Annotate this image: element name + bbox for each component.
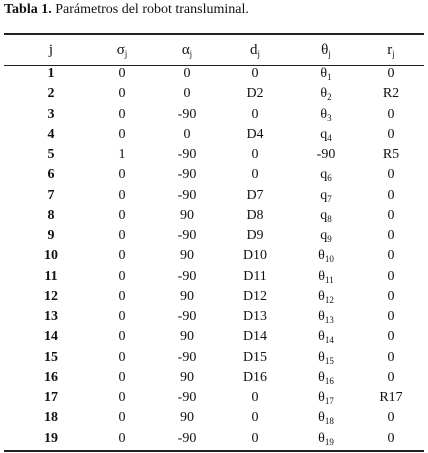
cell-alpha: 90: [180, 410, 194, 426]
table-row: [4, 388, 424, 408]
cell-theta: -90: [316, 147, 336, 162]
cell-theta: $\theta_{11}$: [318, 268, 334, 285]
table-row: [4, 84, 424, 104]
table-row: [4, 145, 424, 165]
table-row: [4, 368, 424, 388]
table-row: [4, 64, 424, 84]
header-j: j: [48, 42, 54, 58]
cell-r: R5: [382, 147, 400, 162]
cell-d: D9: [246, 228, 264, 243]
table-row: [4, 429, 424, 449]
cell-alpha: -90: [177, 430, 197, 446]
table-bottom-rule: [4, 450, 424, 452]
cell-theta: $\theta_{13}$: [318, 309, 334, 325]
cell-sigma: 0: [118, 187, 126, 203]
cell-sigma: 0: [118, 207, 126, 223]
cell-d: 0: [251, 167, 259, 183]
cell-alpha: -90: [177, 268, 197, 284]
cell-sigma: 0: [118, 369, 126, 385]
cell-sigma: 1: [118, 147, 126, 162]
cell-theta: $\theta_{10}$: [318, 248, 334, 265]
cell-sigma: 0: [118, 430, 126, 446]
cell-j: 9: [47, 228, 55, 243]
cell-sigma: 0: [118, 106, 126, 122]
cell-d: D7: [246, 187, 264, 203]
cell-d: 0: [251, 410, 259, 426]
cell-j: 19: [44, 430, 58, 446]
cell-sigma: 0: [118, 248, 126, 264]
cell-r: 0: [387, 66, 395, 81]
cell-j: 16: [44, 369, 58, 385]
cell-theta: $\theta_1$: [320, 66, 332, 82]
table-row: [4, 105, 424, 125]
table-row: [4, 186, 424, 206]
cell-alpha: 0: [183, 126, 191, 142]
cell-theta: $\theta_{14}$: [318, 329, 334, 346]
cell-j: 10: [44, 248, 58, 264]
cell-alpha: -90: [177, 390, 197, 405]
table-row: [4, 327, 424, 347]
cell-theta: $q_9$: [320, 228, 332, 244]
table-header-row: [4, 40, 424, 60]
cell-r: 0: [387, 268, 395, 284]
table-top-rule: [4, 33, 424, 35]
cell-sigma: 0: [118, 167, 126, 183]
cell-d: D10: [242, 248, 268, 264]
cell-theta: $\theta_{19}$: [318, 430, 334, 447]
cell-j: 2: [47, 86, 55, 102]
cell-r: R2: [382, 86, 400, 102]
header-d: $d_j$: [249, 42, 260, 59]
cell-sigma: 0: [118, 228, 126, 243]
cell-d: 0: [251, 106, 259, 122]
cell-theta: $\theta_{16}$: [318, 369, 334, 386]
caption-text: Parámetros del robot transluminal.: [51, 2, 249, 17]
cell-sigma: 0: [118, 410, 126, 426]
header-sigma: $\sigma_j$: [116, 42, 128, 59]
cell-theta: $q_4$: [320, 126, 332, 143]
cell-j: 8: [47, 207, 55, 223]
table-row: [4, 206, 424, 226]
cell-d: D8: [246, 207, 264, 223]
table-row: [4, 246, 424, 266]
cell-d: D16: [242, 369, 268, 385]
cell-r: 0: [387, 126, 395, 142]
cell-sigma: 0: [118, 268, 126, 284]
cell-d: 0: [251, 147, 259, 162]
header-theta: $\theta_j$: [321, 42, 331, 59]
caption-label: Tabla 1.: [4, 2, 52, 17]
cell-theta: $q_7$: [320, 187, 332, 204]
cell-j: 18: [44, 410, 58, 426]
cell-j: 3: [47, 106, 55, 122]
cell-sigma: 0: [118, 288, 126, 304]
cell-r: 0: [387, 369, 395, 385]
cell-j: 1: [47, 66, 55, 81]
cell-r: 0: [387, 410, 395, 426]
table-row: [4, 125, 424, 145]
table-caption: [4, 1, 249, 19]
cell-r: 0: [387, 329, 395, 345]
cell-j: 6: [47, 167, 55, 183]
cell-d: D4: [246, 126, 264, 142]
header-r: $r_j$: [387, 42, 395, 59]
cell-r: 0: [387, 309, 395, 324]
cell-d: D15: [242, 349, 268, 365]
cell-r: 0: [387, 288, 395, 304]
cell-alpha: 90: [180, 369, 194, 385]
cell-theta: $q_8$: [320, 207, 332, 224]
cell-d: D12: [242, 288, 268, 304]
cell-r: 0: [387, 349, 395, 365]
cell-alpha: -90: [177, 349, 197, 365]
cell-alpha: -90: [177, 147, 197, 162]
cell-theta: $\theta_{18}$: [318, 410, 334, 427]
cell-theta: $\theta_3$: [320, 106, 332, 123]
cell-alpha: 90: [180, 248, 194, 264]
cell-j: 11: [44, 268, 58, 284]
cell-theta: $\theta_{17}$: [318, 390, 334, 406]
cell-j: 14: [44, 329, 58, 345]
table-row: [4, 226, 424, 246]
cell-alpha: -90: [177, 309, 197, 324]
cell-theta: $q_6$: [320, 167, 332, 184]
cell-r: R17: [379, 390, 403, 405]
cell-sigma: 0: [118, 349, 126, 365]
cell-sigma: 0: [118, 329, 126, 345]
cell-alpha: -90: [177, 167, 197, 183]
cell-r: 0: [387, 106, 395, 122]
table-row: [4, 287, 424, 307]
table-row: [4, 348, 424, 368]
cell-alpha: 90: [180, 329, 194, 345]
cell-r: 0: [387, 187, 395, 203]
cell-d: D2: [246, 86, 264, 102]
cell-theta: $\theta_2$: [320, 86, 332, 103]
cell-j: 5: [47, 147, 55, 162]
table-row: [4, 307, 424, 327]
cell-alpha: -90: [177, 187, 197, 203]
cell-sigma: 0: [118, 126, 126, 142]
cell-sigma: 0: [118, 390, 126, 405]
cell-r: 0: [387, 430, 395, 446]
cell-d: D13: [242, 309, 268, 324]
cell-theta: $\theta_{12}$: [318, 288, 334, 305]
cell-r: 0: [387, 167, 395, 183]
cell-d: 0: [251, 390, 259, 405]
cell-d: 0: [251, 66, 259, 81]
cell-j: 13: [44, 309, 58, 324]
cell-alpha: -90: [177, 228, 197, 243]
cell-r: 0: [387, 248, 395, 264]
cell-r: 0: [387, 228, 395, 243]
cell-d: D14: [242, 329, 268, 345]
cell-alpha: 90: [180, 288, 194, 304]
cell-d: 0: [251, 430, 259, 446]
cell-j: 7: [47, 187, 55, 203]
cell-alpha: -90: [177, 106, 197, 122]
cell-theta: $\theta_{15}$: [318, 349, 334, 366]
cell-j: 17: [44, 390, 58, 405]
cell-sigma: 0: [118, 66, 126, 81]
cell-alpha: 0: [183, 66, 191, 81]
cell-sigma: 0: [118, 86, 126, 102]
header-alpha: $\alpha_j$: [181, 42, 193, 59]
cell-alpha: 90: [180, 207, 194, 223]
cell-j: 15: [44, 349, 58, 365]
cell-r: 0: [387, 207, 395, 223]
table-row: [4, 165, 424, 185]
cell-alpha: 0: [183, 86, 191, 102]
cell-sigma: 0: [118, 309, 126, 324]
cell-j: 12: [44, 288, 58, 304]
cell-d: D11: [243, 268, 267, 284]
table-row: [4, 267, 424, 287]
cell-j: 4: [47, 126, 55, 142]
table-row: [4, 408, 424, 428]
